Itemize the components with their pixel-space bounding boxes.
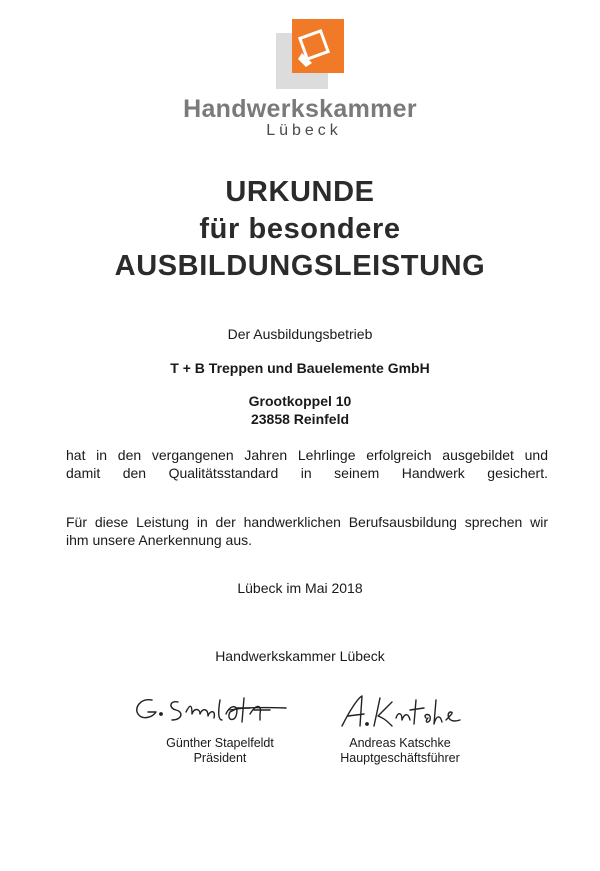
signer-role: Hauptgeschäftsführer	[340, 751, 460, 765]
signature-stapelfeldt-icon	[130, 690, 290, 730]
signature-katschke-icon	[336, 690, 466, 732]
paragraph-line: damit den Qualitätsstandard in seinem Handwerk gesichert.	[66, 465, 548, 481]
signing-organization: Handwerkskammer Lübeck	[215, 648, 385, 664]
paragraph-line: Für diese Leistung in der handwerklichen Berufsausbildung sprechen wir	[66, 514, 548, 530]
paragraph-achievement	[66, 446, 548, 482]
paragraph-line: hat in den vergangenen Jahren Lehrlinge erfolgreich ausgebildet und	[66, 447, 548, 463]
org-name: Handwerkskammer	[183, 95, 417, 123]
company-street: Grootkoppel 10	[248, 393, 352, 409]
title-line-2: für besondere	[199, 213, 401, 245]
signer-left	[140, 736, 300, 766]
place-date: Lübeck im Mai 2018	[237, 580, 363, 596]
title-line-3: AUSBILDUNGSLEISTUNG	[114, 250, 486, 282]
handwerkskammer-logo-icon	[276, 19, 344, 89]
company-zip-city: 23858 Reinfeld	[250, 411, 350, 427]
org-city: Lübeck	[266, 122, 342, 139]
signer-right	[320, 736, 480, 766]
company-name: T + B Treppen und Bauelemente GmbH	[170, 360, 430, 376]
signer-role: Präsident	[193, 751, 247, 765]
signer-name: Günther Stapelfeldt	[166, 736, 274, 750]
paragraph-recognition	[66, 513, 548, 549]
signer-name: Andreas Katschke	[349, 736, 451, 750]
intro-text: Der Ausbildungsbetrieb	[227, 326, 373, 342]
paragraph-line: ihm unsere Anerkennung aus.	[66, 532, 253, 548]
title-line-1: URKUNDE	[225, 176, 375, 208]
